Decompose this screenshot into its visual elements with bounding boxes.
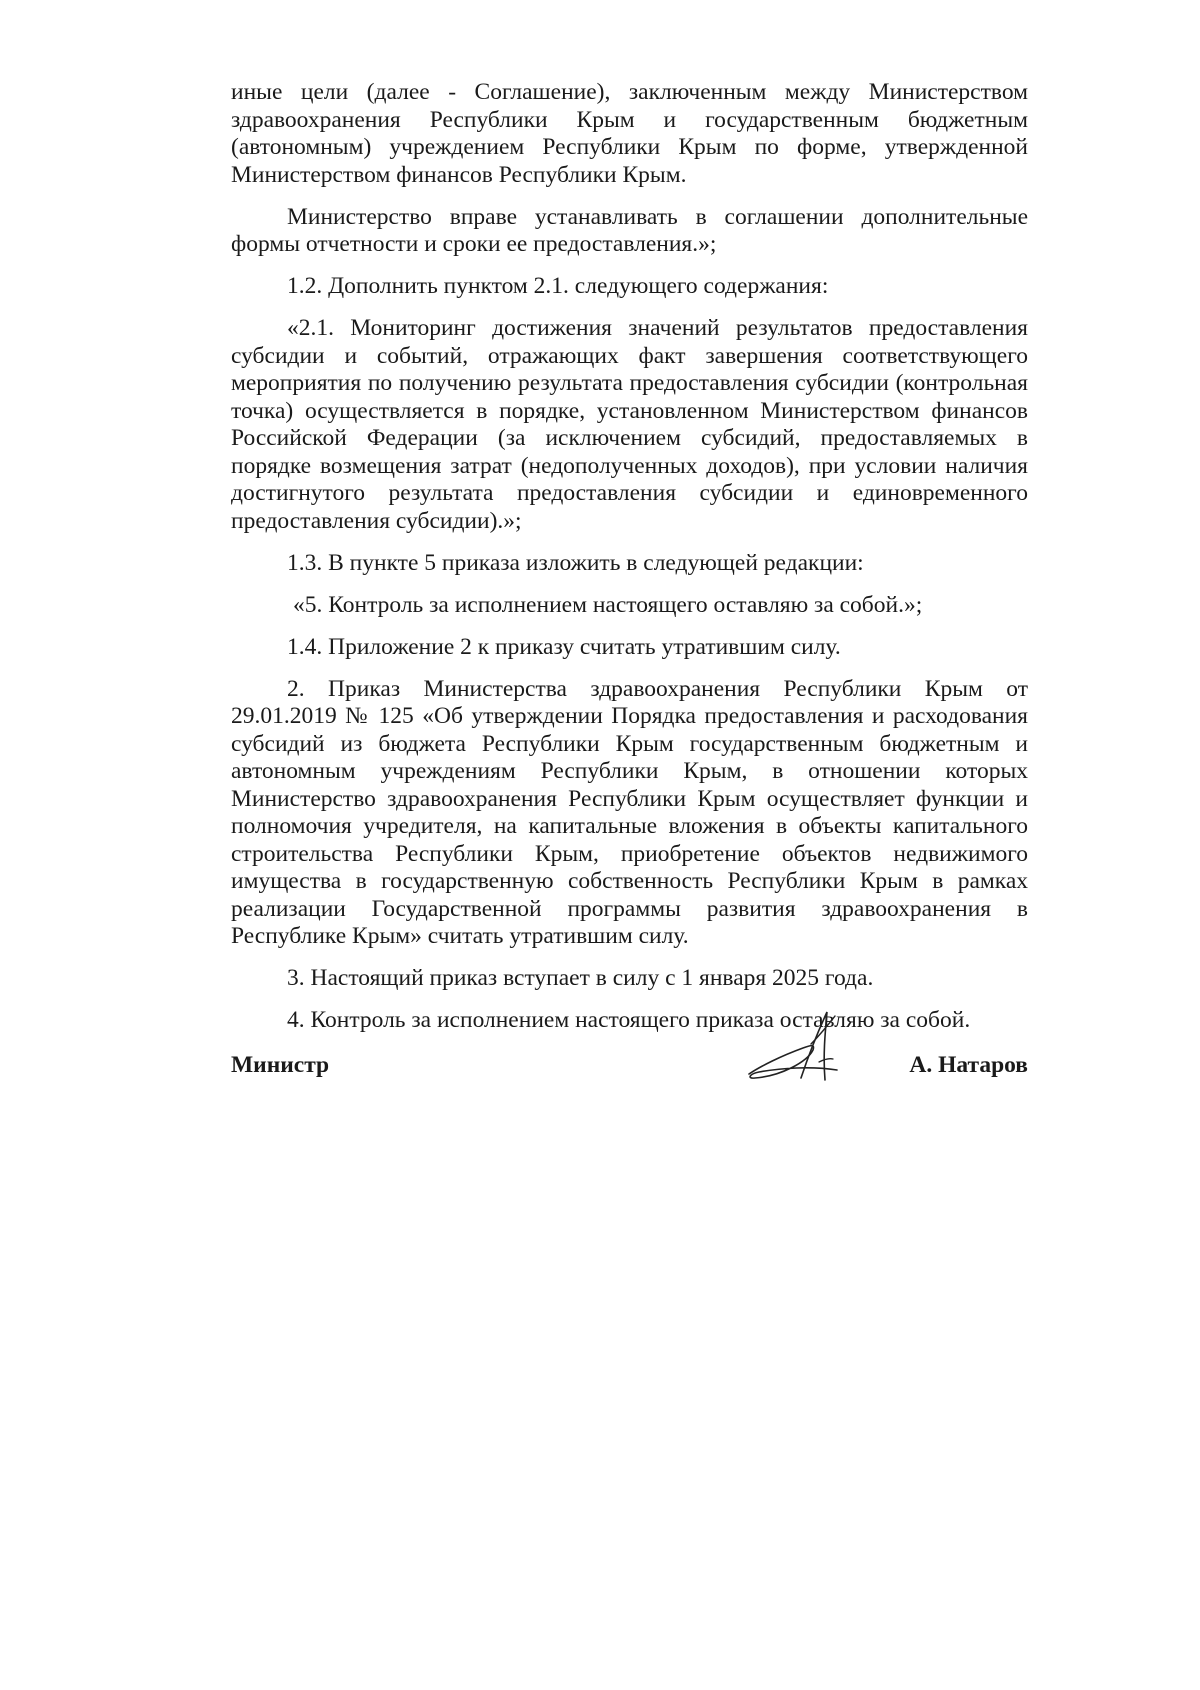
paragraph-reporting-forms: Министерство вправе устанавливать в соглашении дополнительные формы отчетности и сроки ее предоставления.»; [231, 203, 1028, 257]
paragraph-item-2-order-repeal: 2. Приказ Министерства здравоохранения Республики Крым от 29.01.2019 № 125 «Об утверждении Порядка предоставления и расходования субсидий из бюджета Республики Крым государственным бюджетным и автономным учреждениям Республики Крым, в отношении которых Министерство здравоохранения Республики Крым осуществляет функции и полномочия учредителя, на капитальные вложения в объекты капитального строительства Республики Крым, приобретение объектов недвижимого имущества в государственную собственность Республики Крым в рамках реализации Государственной программы развития здравоохранения в Республике Крым» считать утратившим силу. [231, 675, 1028, 949]
paragraph-agreement-continuation: иные цели (далее - Соглашение), заключенным между Министерством здравоохранения Республики Крым и государственным бюджетным (автономным) учреждением Республики Крым по форме, утвержденной Министерством финансов Республики Крым. [231, 79, 1028, 188]
paragraph-item-1-4: 1.4. Приложение 2 к приказу считать утратившим силу. [287, 633, 841, 660]
paragraph-item-1-2: 1.2. Дополнить пунктом 2.1. следующего содержания: [287, 273, 829, 299]
signatory-title: Министр [231, 1052, 330, 1078]
paragraph-item-5-control: «5. Контроль за исполнением настоящего оставляю за собой.»; [293, 591, 923, 618]
signatory-name: А. Натаров [909, 1052, 1028, 1078]
handwritten-signature [741, 1004, 851, 1094]
document-body [231, 79, 1028, 1049]
paragraph-item-1-3: 1.3. В пункте 5 приказа изложить в следующей редакции: [287, 549, 864, 576]
paragraph-item-4-control: 4. Контроль за исполнением настоящего приказа оставляю за собой. [287, 1007, 971, 1033]
signature-block [231, 1052, 1028, 1092]
paragraph-item-2-1-monitoring: «2.1. Мониторинг достижения значений результатов предоставления субсидии и событий, отражающих факт завершения соответствующего мероприятия по получению результата предоставления субсидии (контрольная точка) осуществляется в порядке, установленном Министерством финансов Российской Федерации (за исключением субсидий, предоставляемых в порядке возмещения затрат (недополученных доходов), при условии наличия достигнутого результата предоставления субсидии и единовременного предоставления субсидии).»; [231, 315, 1028, 534]
paragraph-item-3-effective-date: 3. Настоящий приказ вступает в силу с 1 января 2025 года. [287, 965, 874, 991]
